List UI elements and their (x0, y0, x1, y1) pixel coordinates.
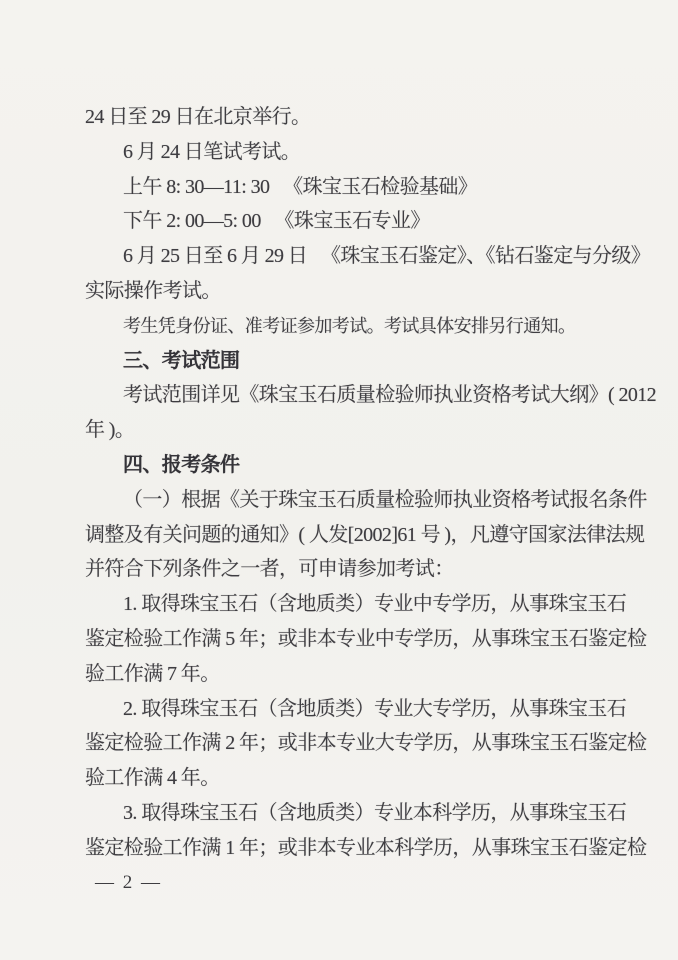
line-practical-exam-dates: 6 月 25 日至 6 月 29 日 《珠宝玉石鉴定》、《钻石鉴定与分级》 (123, 245, 651, 268)
line-condition-1-continuation-1: 鉴定检验工作满 5 年；或非本专业中专学历，从事珠宝玉石鉴定检 (85, 627, 647, 650)
line-practical-exam-continuation: 实际操作考试。 (85, 279, 221, 302)
line-exam-admission-note: 考生凭身份证、准考证参加考试。考试具体安排另行通知。 (123, 315, 576, 336)
line-requirement-basis-continuation-1: 调整及有关问题的通知》( 人发[2002]61 号 )，凡遵守国家法律法规 (85, 523, 645, 546)
line-condition-1: 1. 取得珠宝玉石（含地质类）专业中专学历，从事珠宝玉石 (123, 593, 627, 616)
line-condition-1-continuation-2: 验工作满 7 年。 (85, 662, 220, 685)
page-number: — 2 — (95, 871, 162, 893)
line-afternoon-session: 下午 2: 00—5: 00 《珠宝玉石专业》 (123, 210, 430, 233)
line-condition-3: 3. 取得珠宝玉石（含地质类）专业本科学历，从事珠宝玉石 (123, 801, 627, 824)
line-requirement-basis: （一）根据《关于珠宝玉石质量检验师执业资格考试报名条件 (123, 488, 647, 511)
heading-application-requirements: 四、报考条件 (123, 453, 240, 476)
heading-exam-scope: 三、考试范围 (123, 349, 240, 372)
line-morning-session: 上午 8: 30—11: 30 《珠宝玉石检验基础》 (123, 175, 478, 198)
line-exam-location: 24 日至 29 日在北京举行。 (85, 106, 311, 128)
line-condition-2-continuation-2: 验工作满 4 年。 (85, 767, 220, 790)
line-written-exam-date: 6 月 24 日笔试考试。 (123, 140, 301, 163)
line-exam-scope-detail: 考试范围详见《珠宝玉石质量检验师执业资格考试大纲》( 2012 (123, 384, 657, 407)
line-condition-3-continuation-1: 鉴定检验工作满 1 年；或非本专业本科学历，从事珠宝玉石鉴定检 (85, 836, 647, 859)
line-exam-scope-continuation: 年 )。 (85, 419, 135, 442)
line-requirement-basis-continuation-2: 并符合下列条件之一者，可申请参加考试： (85, 558, 454, 581)
line-condition-2: 2. 取得珠宝玉石（含地质类）专业大专学历，从事珠宝玉石 (123, 697, 627, 720)
line-condition-2-continuation-1: 鉴定检验工作满 2 年；或非本专业大专学历，从事珠宝玉石鉴定检 (85, 732, 647, 755)
